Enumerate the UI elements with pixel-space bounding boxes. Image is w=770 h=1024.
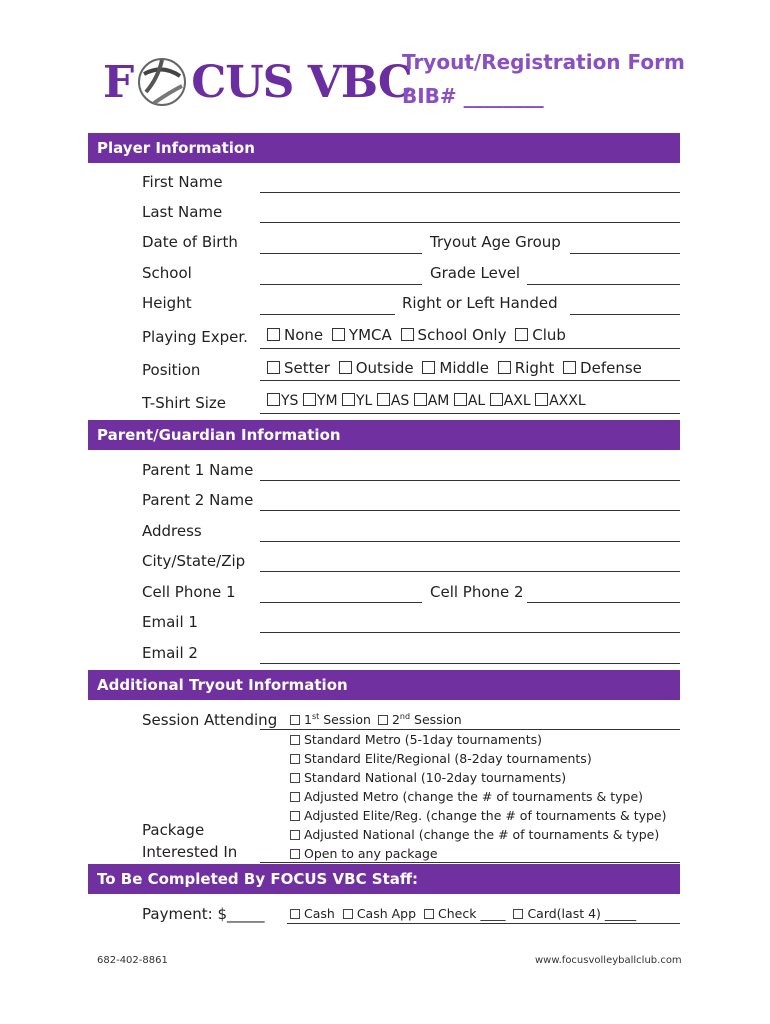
package-option-1[interactable]: Standard Metro (5-1day tournaments) <box>290 732 542 747</box>
checkbox-shirt-yl[interactable]: YL <box>342 393 372 409</box>
checkbox-pos-setter[interactable]: Setter <box>267 359 330 377</box>
position-label: Position <box>142 361 201 379</box>
checkbox-exp-school[interactable]: School Only <box>401 326 507 344</box>
logo-text-left: F <box>103 56 134 108</box>
first-name-field[interactable] <box>260 192 680 193</box>
additional-info-heading: Additional Tryout Information <box>88 670 680 700</box>
dob-label: Date of Birth <box>142 233 238 251</box>
parent2-field[interactable] <box>260 510 680 511</box>
age-group-field[interactable] <box>570 253 680 254</box>
parent-info-heading: Parent/Guardian Information <box>88 420 680 450</box>
email2-field[interactable] <box>260 663 680 664</box>
position-underline <box>260 380 680 381</box>
parent1-field[interactable] <box>260 480 680 481</box>
session-options <box>290 712 462 727</box>
payment-label: Payment: $_____ <box>142 905 265 923</box>
height-label: Height <box>142 294 192 312</box>
checkbox-pos-outside[interactable]: Outside <box>339 359 414 377</box>
parent1-label: Parent 1 Name <box>142 461 254 479</box>
shirt-label: T-Shirt Size <box>142 394 227 412</box>
checkbox-shirt-as[interactable]: AS <box>377 393 409 409</box>
handed-field[interactable] <box>570 314 680 315</box>
shirt-underline <box>260 413 680 414</box>
package-option-6[interactable]: Adjusted National (change the # of tournaments & type) <box>290 827 659 842</box>
age-group-label: Tryout Age Group <box>430 233 561 251</box>
package-option-2[interactable]: Standard Elite/Regional (8-2day tournaments) <box>290 751 592 766</box>
last-name-field[interactable] <box>260 222 680 223</box>
school-field[interactable] <box>260 284 422 285</box>
email2-label: Email 2 <box>142 644 198 662</box>
cell2-field[interactable] <box>527 602 680 603</box>
checkbox-shirt-al[interactable]: AL <box>454 393 485 409</box>
player-info-heading: Player Information <box>88 133 680 163</box>
checkbox-shirt-axxl[interactable]: AXXL <box>535 393 586 409</box>
checkbox-shirt-axl[interactable]: AXL <box>490 393 531 409</box>
handed-label: Right or Left Handed <box>402 294 558 312</box>
payment-underline <box>287 923 680 924</box>
logo-text-right: CUS VBC <box>191 56 412 108</box>
checkbox-shirt-am[interactable]: AM <box>414 393 450 409</box>
email1-field[interactable] <box>260 632 680 633</box>
checkbox-card[interactable]: Card(last 4) _____ <box>513 906 636 921</box>
dob-field[interactable] <box>260 253 422 254</box>
checkbox-session-1[interactable]: 1st Session <box>290 712 371 727</box>
payment-options <box>290 906 636 921</box>
checkbox-exp-none[interactable]: None <box>267 326 323 344</box>
package-option-4[interactable]: Adjusted Metro (change the # of tournaments & type) <box>290 789 643 804</box>
session-label: Session Attending <box>142 711 278 729</box>
cell2-label: Cell Phone 2 <box>430 583 524 601</box>
grade-label: Grade Level <box>430 264 521 282</box>
checkbox-pos-defense[interactable]: Defense <box>563 359 642 377</box>
checkbox-cash[interactable]: Cash <box>290 906 335 921</box>
address-label: Address <box>142 522 202 540</box>
shirt-options <box>267 393 586 409</box>
checkbox-check[interactable]: Check ____ <box>424 906 505 921</box>
checkbox-shirt-ym[interactable]: YM <box>303 393 338 409</box>
session-underline <box>260 729 680 730</box>
school-label: School <box>142 264 192 282</box>
checkbox-session-2[interactable]: 2nd Session <box>378 712 462 727</box>
email1-label: Email 1 <box>142 613 198 631</box>
package-label-line1: Package <box>142 821 205 839</box>
bib-number: BIB# ________ <box>402 84 544 108</box>
grade-field[interactable] <box>527 284 680 285</box>
cell1-label: Cell Phone 1 <box>142 583 236 601</box>
experience-options <box>267 326 566 344</box>
footer-phone: 682-402-8861 <box>97 955 168 966</box>
first-name-label: First Name <box>142 173 223 191</box>
position-options <box>267 359 642 377</box>
staff-heading: To Be Completed By FOCUS VBC Staff: <box>88 864 680 894</box>
checkbox-cash-app[interactable]: Cash App <box>343 906 416 921</box>
footer-website[interactable]: www.focusvolleyballclub.com <box>535 955 682 966</box>
package-label-line2: Interested In <box>142 843 238 861</box>
parent2-label: Parent 2 Name <box>142 491 254 509</box>
experience-underline <box>260 348 680 349</box>
package-option-7[interactable]: Open to any package <box>290 846 438 861</box>
checkbox-pos-right[interactable]: Right <box>498 359 555 377</box>
last-name-label: Last Name <box>142 203 223 221</box>
checkbox-shirt-ys[interactable]: YS <box>267 393 298 409</box>
package-option-5[interactable]: Adjusted Elite/Reg. (change the # of tournaments & type) <box>290 808 667 823</box>
volleyball-icon <box>136 56 188 108</box>
package-option-3[interactable]: Standard National (10-2day tournaments) <box>290 770 566 785</box>
form-title: Tryout/Registration Form <box>402 50 685 74</box>
checkbox-pos-middle[interactable]: Middle <box>422 359 489 377</box>
experience-label: Playing Exper. <box>142 328 248 346</box>
package-underline <box>260 862 680 863</box>
address-field[interactable] <box>260 541 680 542</box>
height-field[interactable] <box>260 314 395 315</box>
city-field[interactable] <box>260 571 680 572</box>
checkbox-exp-club[interactable]: Club <box>515 326 566 344</box>
city-label: City/State/Zip <box>142 552 246 570</box>
club-logo <box>103 52 412 112</box>
cell1-field[interactable] <box>260 602 422 603</box>
checkbox-exp-ymca[interactable]: YMCA <box>332 326 392 344</box>
